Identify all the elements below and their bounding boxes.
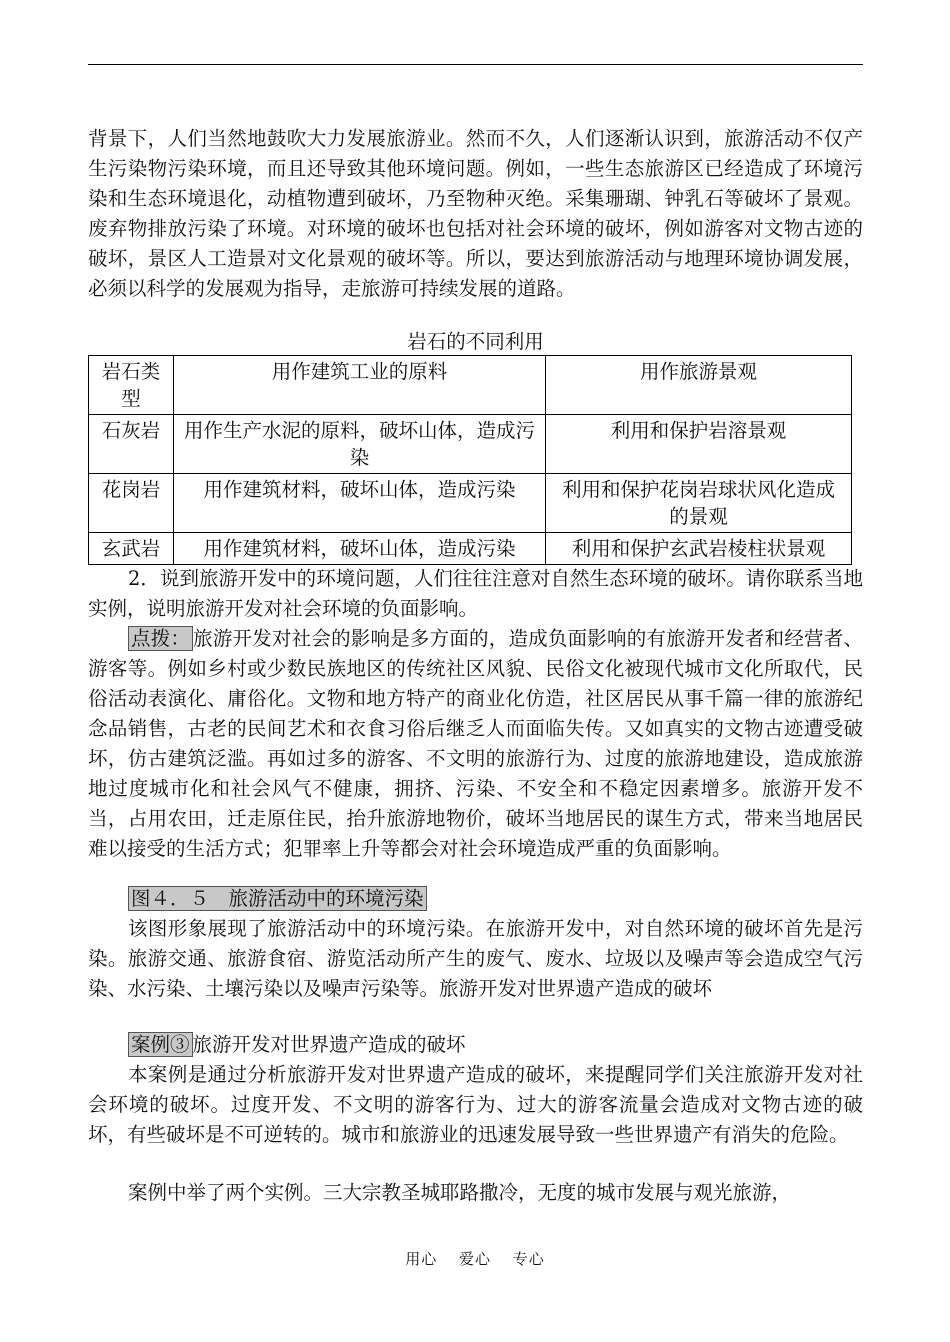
footer-item: 用心	[405, 1250, 438, 1268]
page-footer	[0, 1248, 950, 1269]
header-rule	[88, 64, 863, 65]
table-cell: 玄武岩	[89, 533, 174, 565]
case-label: 案例③	[128, 1032, 193, 1057]
table-cell: 花岗岩	[89, 474, 174, 533]
table-header: 岩石类型	[89, 356, 174, 415]
footer-item: 专心	[512, 1250, 545, 1268]
case-paragraph-2: 案例中举了两个实例。三大宗教圣城耶路撒冷，无度的城市发展与观光旅游，	[128, 1181, 792, 1204]
table-header: 用作建筑工业的原料	[174, 356, 546, 415]
table-cell: 石灰岩	[89, 415, 174, 474]
hint-text: 旅游开发对社会的影响是多方面的，造成负面影响的有旅游开发者和经营者、游客等。例如乡村或少数民族地区的传统社区风貌、民俗文化被现代城市文化所取代，民俗活动表演化、庸俗化。文物和地方特产的商业化仿造，社区居民从事千篇一律的旅游纪念品销售，古老的民间艺术和衣食习俗后继乏人而面临失传。又如真实的文物古迹遭受破坏，仿古建筑泛滥。再如过多的游客、不文明的旅游行为、过度的旅游地建设，造成旅游地过度城市化和社会风气不健康，拥挤、污染、不安全和不稳定因素增多。旅游开发不当，占用农田，迁走原住民，抬升旅游地物价，破坏当地居民的谋生方式，带来当地居民难以接受的生活方式；犯罪率上升等都会对社会环境造成严重的负面影响。	[88, 627, 863, 860]
footer-item: 爱心	[458, 1250, 491, 1268]
table-caption: 岩石的不同利用	[407, 330, 544, 353]
case-heading	[88, 1030, 863, 1060]
table-row	[89, 474, 852, 533]
table-cell: 利用和保护岩溶景观	[546, 415, 852, 474]
table-cell: 用作建筑材料，破坏山体，造成污染	[174, 474, 546, 533]
case-paragraph-1: 本案例是通过分析旅游开发对世界遗产造成的破坏，来提醒同学们关注旅游开发对社会环境的破坏。过度开发、不文明的游客行为、过大的游客流量会造成对文物古迹的破坏，有些破坏是不可逆转的。城市和旅游业的迅速发展导致一些世界遗产有消失的危险。	[88, 1063, 863, 1146]
table-cell: 用作建筑材料，破坏山体，造成污染	[174, 533, 546, 565]
table-cell: 用作生产水泥的原料，破坏山体，造成污染	[174, 415, 546, 474]
figure-label: 图４．５ 旅游活动中的环境污染	[128, 886, 427, 911]
question-2: 2．说到旅游开发中的环境问题，人们往往注意对自然生态环境的破坏。请你联系当地实例，说明旅游开发对社会环境的负面影响。	[88, 567, 863, 620]
table-header: 用作旅游景观	[546, 356, 852, 415]
intro-paragraph: 背景下，人们当然地鼓吹大力发展旅游业。然而不久，人们逐渐认识到，旅游活动不仅产生污染物污染环境，而且还导致其他环境问题。例如，一些生态旅游区已经造成了环境污染和生态环境退化，动植物遭到破坏，乃至物种灭绝。采集珊瑚、钟乳石等破坏了景观。废弃物排放污染了环境。对环境的破坏也包括对社会环境的破坏，例如游客对文物古迹的破坏，景区人工造景对文化景观的破坏等。所以，要达到旅游活动与地理环境协调发展，必须以科学的发展观为指导，走旅游可持续发展的道路。	[88, 127, 863, 300]
rock-usage-table	[88, 355, 852, 565]
table-row	[89, 415, 852, 474]
table-cell: 利用和保护花岗岩球状风化造成的景观	[546, 474, 852, 533]
table-row	[89, 533, 852, 565]
figure-description: 该图形象展现了旅游活动中的环境污染。在旅游开发中，对自然环境的破坏首先是污染。旅游交通、旅游食宿、游览活动所产生的废气、废水、垃圾以及噪声等会造成空气污染、水污染、土壤污染以及噪声污染等。旅游开发对世界遗产造成的破坏	[88, 917, 863, 1000]
hint-paragraph	[88, 624, 863, 864]
figure-label-line	[88, 884, 863, 914]
case-title: 旅游开发对世界遗产造成的破坏	[192, 1033, 466, 1056]
hint-label: 点拨：	[128, 626, 193, 651]
table-cell: 利用和保护玄武岩棱柱状景观	[546, 533, 852, 565]
table-header-row	[89, 356, 852, 415]
